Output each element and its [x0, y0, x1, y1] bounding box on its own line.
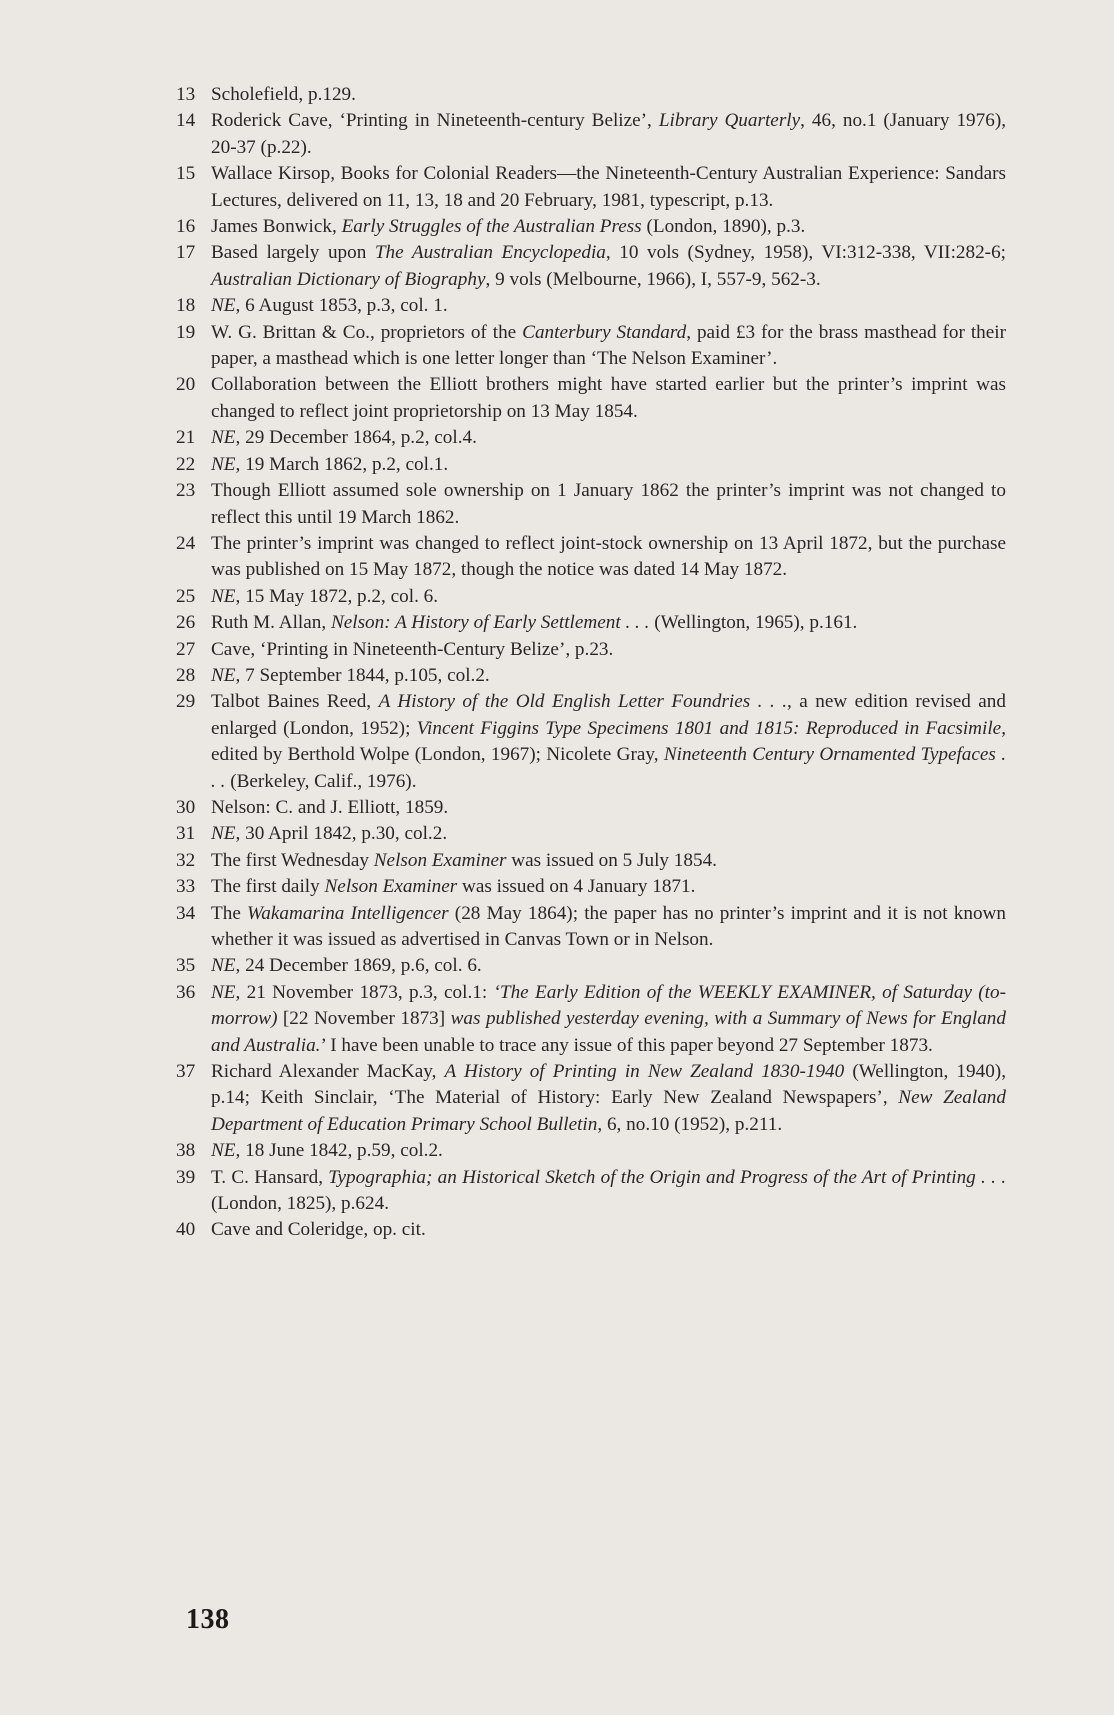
- footnote-text-segment: was issued on 4 January 1871.: [457, 876, 696, 898]
- footnote: [176, 610, 1006, 636]
- footnote-italic-segment: NE: [211, 427, 236, 449]
- footnote-text: [211, 82, 1006, 108]
- footnote-text-segment: Talbot Baines Reed,: [211, 691, 379, 713]
- footnote-text: [211, 1165, 1006, 1218]
- footnote-italic-segment: Canterbury Standard: [522, 321, 687, 343]
- footnote-number: 20: [176, 374, 196, 396]
- footnote-italic-segment: Nineteenth Century Ornamented Typefaces . . .: [211, 744, 1006, 792]
- footnote-text-segment: Ruth M. Allan,: [211, 612, 331, 634]
- footnote-text: [211, 425, 1006, 451]
- footnote-italic-segment: NE: [211, 955, 236, 977]
- footnote: [176, 848, 1006, 874]
- footnote-number: 40: [176, 1219, 196, 1241]
- footnote-number: 21: [176, 427, 196, 449]
- footnote-text-segment: , 29 December 1864, p.2, col.4.: [235, 427, 477, 449]
- footnote-number: 34: [176, 902, 196, 924]
- footnote-text-segment: Roderick Cave, ‘Printing in Nineteenth-century Belize’,: [211, 110, 659, 132]
- footnote-italic-segment: NE: [211, 823, 236, 845]
- footnote: [176, 82, 1006, 108]
- footnote-italic-segment: A History of the Old English Letter Foundries . . .: [378, 691, 787, 713]
- footnote-text: [211, 689, 1006, 795]
- footnote-text: [211, 1138, 1006, 1164]
- footnote: [176, 689, 1006, 795]
- footnote-number: 24: [176, 532, 196, 554]
- footnote-text: [211, 293, 1006, 319]
- footnote-text-segment: , paid £3 for the brass masthead for their paper, a masthead which is one letter longer than ‘The Nelson Examiner’.: [211, 321, 1006, 370]
- footnote-text: [211, 161, 1006, 214]
- footnote: [176, 1217, 1006, 1243]
- footnote: [176, 478, 1006, 531]
- footnote-text-segment: Cave, ‘Printing in Nineteenth-Century Belize’, p.23.: [211, 638, 614, 660]
- footnote-text: [211, 953, 1006, 979]
- footnote-text-segment: The printer’s imprint was changed to reflect joint-stock ownership on 13 April 1872, but the purchase was published on 15 May 1872, though the notice was dated 14 May 1872.: [211, 532, 1006, 581]
- footnote: [176, 980, 1006, 1059]
- footnote-text-segment: , 15 May 1872, p.2, col. 6.: [235, 585, 439, 607]
- footnote: [176, 821, 1006, 847]
- footnote-number: 35: [176, 955, 196, 977]
- footnote-text-segment: ’ I have been unable to trace any issue of this paper beyond 27 September 1873.: [320, 1034, 933, 1056]
- footnote-text-segment: James Bonwick,: [211, 216, 342, 238]
- footnote-number: 29: [176, 691, 196, 713]
- footnote-text-segment: , a new edition revised and enlarged (London, 1952);: [211, 691, 1006, 739]
- footnote-text: [211, 1059, 1006, 1138]
- footnote-number: 37: [176, 1061, 196, 1083]
- footnote-number: 15: [176, 163, 196, 185]
- footnote-italic-segment: NE: [211, 295, 236, 317]
- footnote-italic-segment: Typographia; an Historical Sketch of the Origin and Progress of the Art of Printing . . .: [328, 1166, 1007, 1188]
- footnote-text-segment: , 18 June 1842, p.59, col.2.: [235, 1140, 443, 1162]
- footnote: [176, 531, 1006, 584]
- footnote-text: [211, 478, 1006, 531]
- footnote-text: [211, 1217, 1006, 1243]
- footnote-text: [211, 372, 1006, 425]
- footnote-italic-segment: A History of Printing in New Zealand 1830-1940: [444, 1061, 845, 1083]
- footnote: [176, 425, 1006, 451]
- footnote-text: [211, 108, 1006, 161]
- footnote-italic-segment: NE: [211, 585, 236, 607]
- footnote: [176, 214, 1006, 240]
- footnote-text: [211, 637, 1006, 663]
- footnote: [176, 108, 1006, 161]
- footnotes-list: [176, 82, 1006, 1244]
- footnote-italic-segment: New Zealand Department of Education Primary School Bulletin: [211, 1087, 1006, 1135]
- page-number: 138: [186, 1604, 230, 1635]
- footnote-text-segment: W. G. Brittan & Co., proprietors of the: [211, 321, 523, 343]
- footnote-text: [211, 531, 1006, 584]
- footnote-text-segment: Based largely upon: [211, 242, 375, 264]
- footnote-number: 32: [176, 849, 196, 871]
- footnote-text: [211, 584, 1006, 610]
- footnote-text-segment: (Wellington, 1940), p.14; Keith Sinclair, ‘The Material of History: Early New Zealand Newspapers’,: [211, 1061, 1006, 1109]
- footnote-number: 18: [176, 295, 196, 317]
- footnote-number: 16: [176, 216, 196, 238]
- footnote-italic-segment: Vincent Figgins Type Specimens 1801 and 1815: Reproduced in Facsimile: [416, 717, 1002, 739]
- footnote: [176, 795, 1006, 821]
- footnote-number: 39: [176, 1166, 196, 1188]
- footnote-text-segment: (28 May 1864); the paper has no printer’s imprint and it is not known whether it was issued as advertised in Canvas Town or in Nelson.: [211, 902, 1006, 950]
- footnote-text-segment: , 7 September 1844, p.105, col.2.: [235, 664, 490, 686]
- footnote-number: 36: [176, 981, 196, 1003]
- footnote-text-segment: T. C. Hansard,: [211, 1166, 329, 1188]
- footnote-text-segment: Though Elliott assumed sole ownership on 1 January 1862 the printer’s imprint was not changed to reflect this until 19 March 1862.: [211, 480, 1006, 528]
- footnote-text-segment: was issued on 5 July 1854.: [506, 849, 717, 871]
- footnote-text-segment: (Berkeley, Calif., 1976).: [225, 770, 417, 792]
- footnote-number: 30: [176, 796, 196, 818]
- footnote-text: [211, 610, 1006, 636]
- footnote-text-segment: , 10 vols (Sydney, 1958), VI:312-338, VII:282-6;: [605, 242, 1006, 264]
- footnote: [176, 663, 1006, 689]
- footnote-italic-segment: Nelson Examiner: [373, 849, 507, 871]
- footnote-italic-segment: Australian Dictionary of Biography: [211, 268, 486, 290]
- footnote-italic-segment: was published yesterday evening, with a Summary of News for England and Australia.: [211, 1008, 1006, 1056]
- footnote-number: 22: [176, 453, 196, 475]
- footnote-text-segment: , 9 vols (Melbourne, 1966), I, 557-9, 562-3.: [485, 268, 821, 290]
- footnote: [176, 1138, 1006, 1164]
- footnote-text-segment: , 21 November 1873, p.3, col.1:: [235, 981, 494, 1003]
- footnote: [176, 161, 1006, 214]
- footnote: [176, 584, 1006, 610]
- footnote-text-segment: The first Wednesday: [211, 849, 374, 871]
- footnote-italic-segment: ‘The Early Edition of the WEEKLY EXAMINER, of Saturday (to-morrow): [211, 981, 1006, 1030]
- footnote-text-segment: Cave and Coleridge, op. cit.: [211, 1219, 426, 1241]
- footnote-text-segment: Collaboration between the Elliott brothers might have started earlier but the printer’s imprint was changed to reflect joint proprietorship on 13 May 1854.: [211, 374, 1006, 422]
- footnote-number: 25: [176, 585, 196, 607]
- footnote: [176, 240, 1006, 293]
- footnote-text-segment: The first daily: [211, 876, 325, 898]
- footnote-number: 27: [176, 638, 196, 660]
- footnote: [176, 372, 1006, 425]
- footnote-number: 26: [176, 612, 196, 634]
- footnote-text: [211, 874, 1006, 900]
- footnote-number: 31: [176, 823, 196, 845]
- footnote-italic-segment: NE: [211, 981, 236, 1003]
- footnote-text-segment: Richard Alexander MacKay,: [211, 1061, 445, 1083]
- footnote-text-segment: Nelson: C. and J. Elliott, 1859.: [211, 796, 449, 818]
- footnote-italic-segment: NE: [211, 1140, 236, 1162]
- footnote-text-segment: [22 November 1873]: [277, 1008, 451, 1030]
- footnote: [176, 637, 1006, 663]
- footnote-number: 38: [176, 1140, 196, 1162]
- footnote: [176, 953, 1006, 979]
- footnote-text-segment: , 46, no.1 (January 1976), 20-37 (p.22).: [211, 110, 1007, 158]
- footnote-number: 33: [176, 876, 196, 898]
- footnote-text-segment: (Wellington, 1965), p.161.: [649, 612, 858, 634]
- footnote-number: 17: [176, 242, 196, 264]
- footnote-text: [211, 452, 1006, 478]
- footnote-text: [211, 821, 1006, 847]
- footnote: [176, 293, 1006, 319]
- footnote-text-segment: (London, 1890), p.3.: [641, 216, 806, 238]
- footnote-text-segment: , 30 April 1842, p.30, col.2.: [235, 823, 448, 845]
- footnote-italic-segment: NE: [211, 453, 236, 475]
- footnote-text: [211, 795, 1006, 821]
- footnote-italic-segment: Early Struggles of the Australian Press: [341, 216, 642, 238]
- footnote-text-segment: (London, 1825), p.624.: [211, 1193, 389, 1215]
- footnote: [176, 1165, 1006, 1218]
- footnote-text-segment: , 19 March 1862, p.2, col.1.: [235, 453, 449, 475]
- footnote-number: 19: [176, 321, 196, 343]
- footnote-text: [211, 240, 1006, 293]
- footnote-italic-segment: Nelson: A History of Early Settlement . . .: [330, 612, 650, 634]
- footnote-text-segment: Scholefield, p.129.: [211, 84, 356, 105]
- footnote-text: [211, 214, 1006, 240]
- footnote-italic-segment: Nelson Examiner: [324, 876, 458, 898]
- footnote-number: 23: [176, 480, 196, 502]
- footnote-italic-segment: Library Quarterly: [658, 110, 801, 132]
- footnote-text-segment: , 6, no.10 (1952), p.211.: [597, 1113, 783, 1135]
- footnote-number: 14: [176, 110, 196, 132]
- footnote: [176, 901, 1006, 954]
- footnote: [176, 452, 1006, 478]
- footnote-text-segment: , edited by Berthold Wolpe (London, 1967); Nicolete Gray,: [211, 717, 1006, 766]
- footnote-italic-segment: The Australian Encyclopedia: [374, 242, 606, 264]
- footnote: [176, 1059, 1006, 1138]
- footnote-text: [211, 663, 1006, 689]
- footnote-text-segment: , 24 December 1869, p.6, col. 6.: [235, 955, 482, 977]
- footnote-text-segment: Wallace Kirsop, Books for Colonial Readers—the Nineteenth-Century Australian Experience: Sandars Lectures, delivered on 11, 13, 18 and 20 February, 1981, typescript, p.13.: [211, 163, 1006, 211]
- footnote: [176, 320, 1006, 373]
- footnote-text: [211, 320, 1006, 373]
- footnote-text-segment: , 6 August 1853, p.3, col. 1.: [235, 295, 448, 317]
- footnote-number: 28: [176, 664, 196, 686]
- footnote-italic-segment: Wakamarina Intelligencer: [247, 902, 449, 924]
- footnote-number: 13: [176, 84, 196, 105]
- footnote-text-segment: The: [211, 902, 248, 924]
- footnote-text: [211, 980, 1006, 1059]
- footnote-text: [211, 848, 1006, 874]
- footnote-text: [211, 901, 1006, 954]
- footnote: [176, 874, 1006, 900]
- footnote-italic-segment: NE: [211, 664, 236, 686]
